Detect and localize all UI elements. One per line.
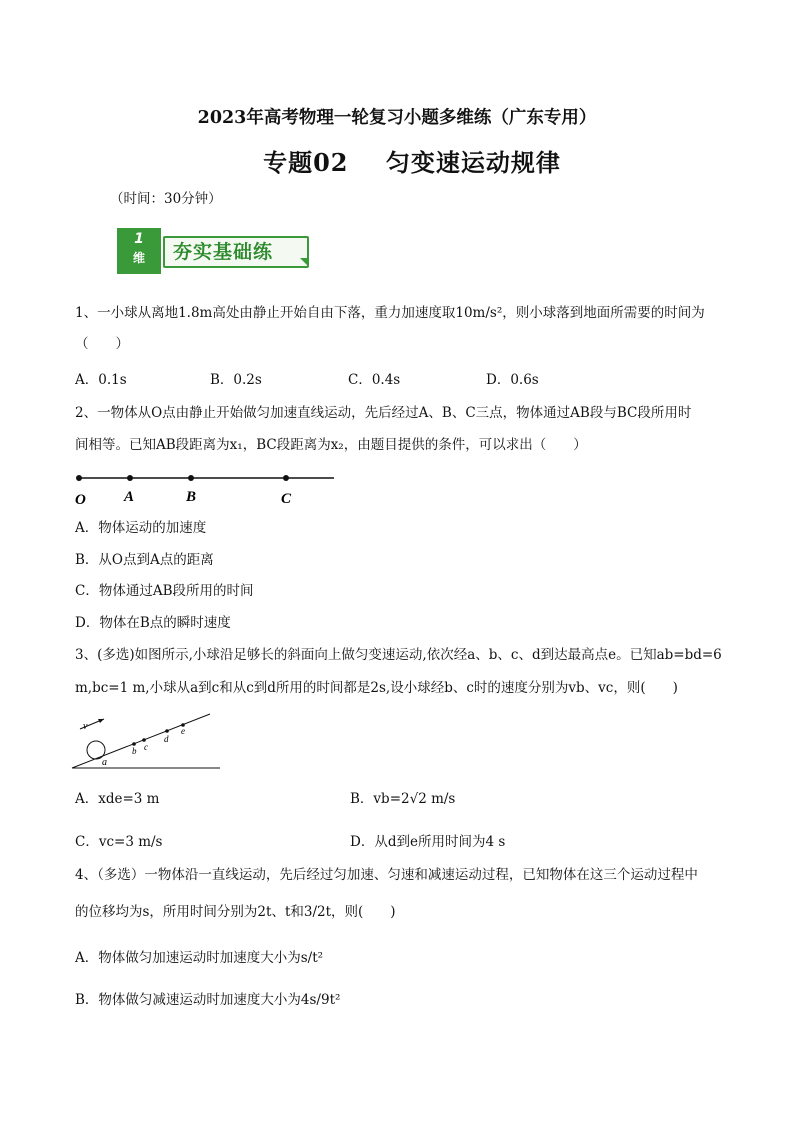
badge-number-box [117, 228, 161, 274]
question-2-line-1: 2、一物体从O点由静止开始做匀加速直线运动，先后经过A、B、C三点，物体通过AB段与BC段所用时 [75, 405, 692, 421]
label-c: c [144, 742, 148, 752]
q2-option-a: A．物体运动的加速度 [75, 520, 207, 536]
q1-option-b: B．0.2s [210, 372, 262, 388]
label-b: B [186, 489, 197, 505]
q2-option-b: B．从O点到A点的距离 [75, 552, 214, 568]
q3-option-b: B．vb=2√2 m/s [350, 791, 456, 807]
label-a: a [102, 757, 107, 768]
document-title: 2023年高考物理一轮复习小题多维练（广东专用） [197, 108, 597, 128]
q2-line-figure [70, 465, 340, 510]
question-4-line-1: 4、（多选）一物体沿一直线运动，先后经过匀加速、匀速和减速运动过程，已知物体在这三个运动过程中 [75, 867, 698, 883]
topic-title: 专题02 匀变速运动规律 [263, 148, 561, 177]
label-a: A [124, 489, 135, 505]
label-e: e [181, 726, 185, 736]
point-b [188, 475, 194, 481]
point-o [76, 475, 82, 481]
q1-option-c: C．0.4s [348, 372, 401, 388]
q3-option-d: D．从d到e所用时间为4 s [350, 834, 506, 850]
q1-option-a: A．0.1s [75, 372, 127, 388]
label-v: v [83, 721, 88, 732]
question-1-blank: （ ） [75, 336, 129, 352]
q1-option-d: D．0.6s [486, 372, 539, 388]
point-a [127, 475, 133, 481]
point-c [283, 475, 289, 481]
time-note: （时间：30分钟） [110, 191, 222, 207]
section-badge [117, 228, 312, 274]
q4-option-a: A．物体做匀加速运动时加速度大小为s/t² [75, 950, 324, 966]
badge-number: 1 [134, 231, 144, 247]
q3-option-a: A．xde=3 m [75, 791, 160, 807]
q3-option-c: C．vc=3 m/s [75, 834, 163, 850]
q2-option-d: D．物体在B点的瞬时速度 [75, 615, 231, 631]
question-3-line-1: 3、(多选)如图所示,小球沿足够长的斜面向上做匀变速运动,依次经a、b、c、d到达最高点e。已知ab=bd=6 [75, 647, 722, 663]
question-2-line-2: 间相等。已知AB段距离为x₁，BC段距离为x₂，由题目提供的条件，可以求出（ ） [75, 437, 587, 453]
q4-option-b: B．物体做匀减速运动时加速度大小为4s/9t² [75, 992, 341, 1008]
label-d: d [164, 734, 169, 744]
label-b: b [132, 746, 137, 756]
question-4-line-2: 的位移均为s，所用时间分别为2t、t和3/2t，则( ) [75, 904, 396, 920]
label-c: C [281, 491, 292, 507]
badge-corner-icon [300, 258, 307, 265]
badge-label: 夯实基础练 [173, 241, 274, 263]
question-3-line-2: m,bc=1 m,小球从a到c和从c到d所用的时间都是2s,设小球经b、c时的速度分别为vb、vc，则( ) [75, 680, 678, 696]
label-o: O [75, 492, 86, 508]
badge-unit: 维 [132, 251, 145, 265]
q2-option-c: C．物体通过AB段所用的时间 [75, 583, 254, 599]
question-1-text: 1、一小球从离地1.8m高处由静止开始自由下落，重力加速度取10m/s²，则小球落到地面所需要的时间为 [75, 305, 705, 321]
badge-label-box [163, 236, 309, 268]
q3-incline-figure [70, 713, 225, 773]
